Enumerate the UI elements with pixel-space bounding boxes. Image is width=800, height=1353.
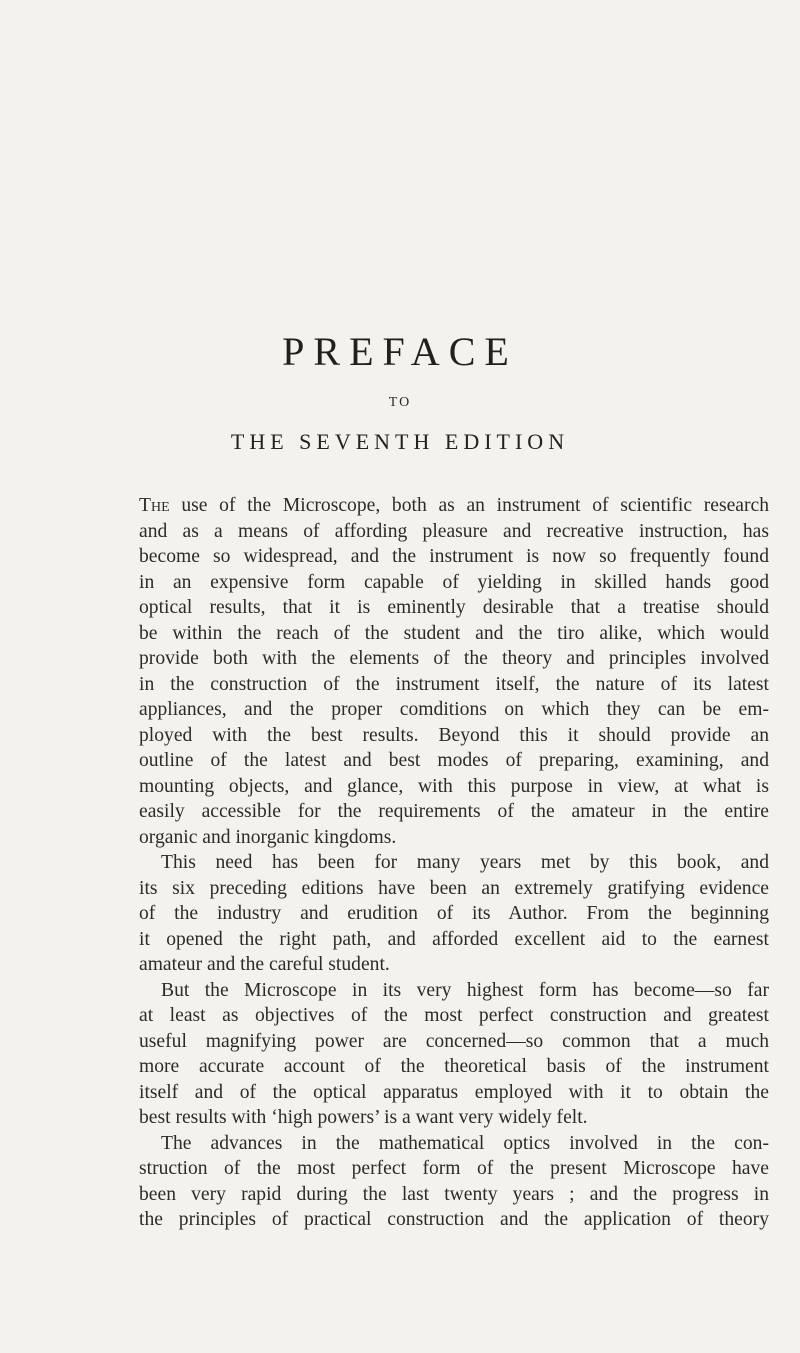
body-line: optical results, that it is eminently desirable that a treatise should — [139, 597, 769, 618]
body-line: outline of the latest and best modes of preparing, examining, and — [139, 750, 769, 771]
body-line: the principles of practical construction and the application of theory — [139, 1209, 769, 1230]
body-line: at least as objectives of the most perfect construction and greatest — [139, 1005, 769, 1026]
body-line: organic and inorganic kingdoms. — [139, 826, 397, 848]
body-line: But the Microscope in its very highest form has become—so far — [161, 979, 769, 1001]
body-line: of the industry and erudition of its Author. From the beginning — [139, 903, 769, 924]
body-line: amateur and the careful student. — [139, 954, 390, 975]
preface-title: PREFACE — [282, 329, 518, 374]
body-line-1 — [139, 493, 769, 519]
body-line: This need has been for many years met by this book, and — [161, 852, 769, 873]
body-line: itself and of the optical apparatus employed with it to obtain the — [139, 1081, 769, 1103]
body-line: struction of the most perfect form of the present Microscope have — [139, 1158, 769, 1179]
body-line-1-text: use of the Microscope, both as an instrument of scientific research — [169, 495, 769, 516]
body-line: provide both with the elements of the theory and principles involved — [139, 648, 769, 669]
lead-word: The — [139, 495, 170, 516]
body-line: easily accessible for the requirements of the amateur in the entire — [139, 801, 769, 822]
body-line: mounting objects, and glance, with this purpose in view, at what is — [139, 775, 769, 797]
body-line: be within the reach of the student and the tiro alike, which would — [139, 622, 769, 644]
preface-connector: TO — [388, 395, 412, 410]
body-line: The advances in the mathematical optics involved in the con- — [161, 1132, 769, 1154]
body-line: ployed with the best results. Beyond this it should provide an — [139, 724, 769, 746]
body-line: it opened the right path, and afforded excellent aid to the earnest — [139, 928, 769, 950]
edition-subtitle: THE SEVENTH EDITION — [230, 429, 570, 454]
body-line: its six preceding editions have been an extremely gratifying evidence — [139, 877, 769, 899]
body-line: best results with ‘high powers’ is a want very widely felt. — [139, 1107, 588, 1128]
body-line: useful magnifying power are concerned—so common that a much — [139, 1030, 769, 1052]
body-line: and as a means of affording pleasure and recreative instruction, has — [139, 520, 769, 542]
body-line: more accurate account of the theoretical basis of the instrument — [139, 1056, 769, 1077]
body-line: in the construction of the instrument itself, the nature of its latest — [139, 673, 769, 695]
body-line: been very rapid during the last twenty years ; and the progress in — [139, 1183, 769, 1205]
body-line: in an expensive form capable of yielding in skilled hands good — [139, 571, 769, 593]
body-line: become so widespread, and the instrument is now so frequently found — [139, 546, 769, 567]
body-line: appliances, and the proper comditions on which they can be em- — [139, 699, 769, 720]
preface-body — [139, 493, 769, 1233]
